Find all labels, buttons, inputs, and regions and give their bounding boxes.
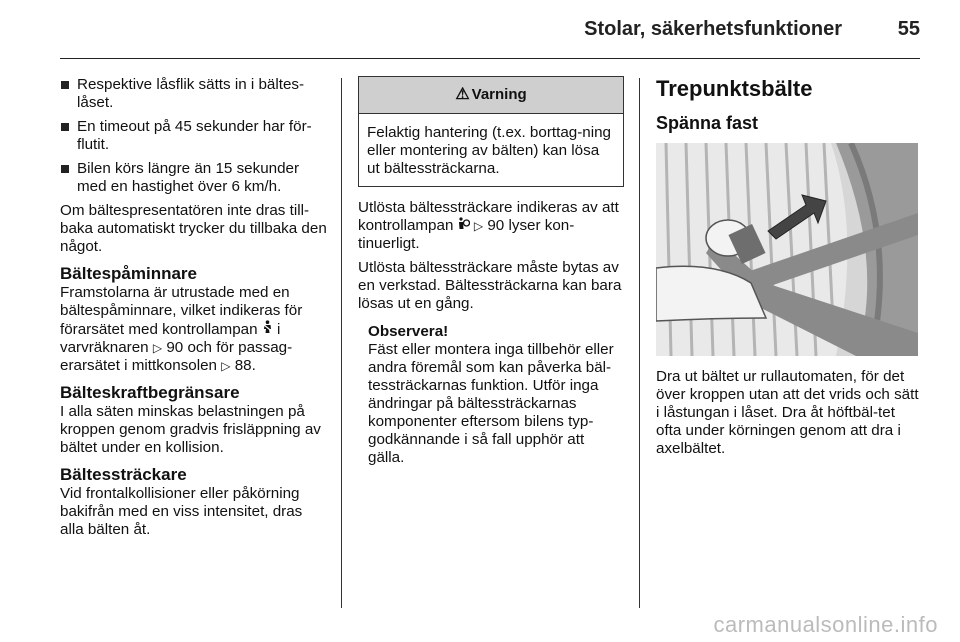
bullet-square-icon [61, 165, 69, 173]
section-heading: Bältespåminnare [60, 264, 197, 283]
page-number: 55 [897, 18, 920, 40]
page-reference-link[interactable]: 90 [487, 217, 505, 234]
page-reference-icon: ▷ [221, 359, 231, 373]
note-text: Fäst eller montera inga tillbehör eller andra föremål som kan påverka bäl-tessträckarnas funktion. Utför inga ändringar på bältessträckarnas komponenter eftersom bilens typ-godkännande i så fall upphör att gälla. [368, 341, 614, 466]
header-title: Stolar, säkerhetsfunktioner [584, 18, 842, 40]
warning-box [358, 76, 624, 187]
bullet-square-icon [61, 123, 69, 131]
header-rule [60, 58, 920, 59]
warning-header: ⚠ Varning [359, 77, 623, 114]
sub-title: Spänna fast [656, 113, 759, 133]
list-item: Bilen körs längre än 15 sekunder med en hastighet över 6 km/h. [60, 160, 328, 196]
note-title: Observera! [368, 323, 449, 340]
list-item: Respektive låsflik sätts in i bältes-låset. [60, 76, 328, 112]
bullet-square-icon [61, 81, 69, 89]
paragraph: Utlösta bältessträckare indikeras av att kontrollampan ▷ 90 lyser kon-tinuerligt. [358, 199, 619, 252]
paragraph: Om bältespresentatören inte dras till-baka automatiskt trycker du tillbaka den något. [60, 202, 327, 255]
column-divider [341, 78, 342, 608]
paragraph: I alla säten minskas belastningen på kroppen genom gradvis frisläppning av bältet under en kollision. [60, 403, 321, 456]
list-item: En timeout på 45 sekunder har för-flutit. [60, 118, 328, 154]
section-heading: Bälteskraftbegränsare [60, 383, 240, 402]
column-3 [656, 76, 920, 464]
page-reference-icon: ▷ [473, 219, 484, 233]
warning-triangle-icon: ⚠ [455, 86, 470, 103]
caption: Dra ut bältet ur rullautomaten, för det över kroppen utan att det vrids och sätt i låstungan i låset. Dra åt höftbäl-tet ofta under körningen genom att dra i axelbältet. [656, 368, 919, 457]
column-1 [60, 76, 328, 545]
bullet-list [60, 76, 328, 196]
seatbelt-person-icon [262, 320, 273, 339]
airbag-pretensioner-icon [458, 217, 470, 235]
note-box [368, 323, 624, 467]
warning-text: Felaktig hantering (t.ex. borttag-ning eller montering av bälten) kan lösa ut bältessträckarna. [367, 124, 611, 177]
column-2 [358, 76, 624, 467]
paragraph: Framstolarna är utrustade med en bältespåminnare, vilket indikeras för förarsätet med kontrollampan i varvräknaren ▷ 90 och för passag-erarsätet i mittkonsolen ▷ 88. [60, 284, 303, 374]
seatbelt-illustration [656, 143, 918, 356]
page-reference-link[interactable]: 88. [234, 357, 256, 374]
page-reference-link[interactable]: 90 [166, 339, 184, 356]
page-reference-icon: ▷ [152, 341, 163, 355]
paragraph: Vid frontalkollisioner eller påkörning bakifrån med en viss intensitet, dras alla bälten åt. [60, 485, 303, 538]
section-title: Trepunktsbälte [656, 76, 813, 101]
paragraph: Utlösta bältessträckare måste bytas av en verkstad. Bältessträckarna kan bara lösas ut en gång. [358, 259, 622, 312]
watermark: carmanualsonline.info [713, 612, 938, 637]
column-divider [639, 78, 640, 608]
section-heading: Bältessträckare [60, 465, 187, 484]
